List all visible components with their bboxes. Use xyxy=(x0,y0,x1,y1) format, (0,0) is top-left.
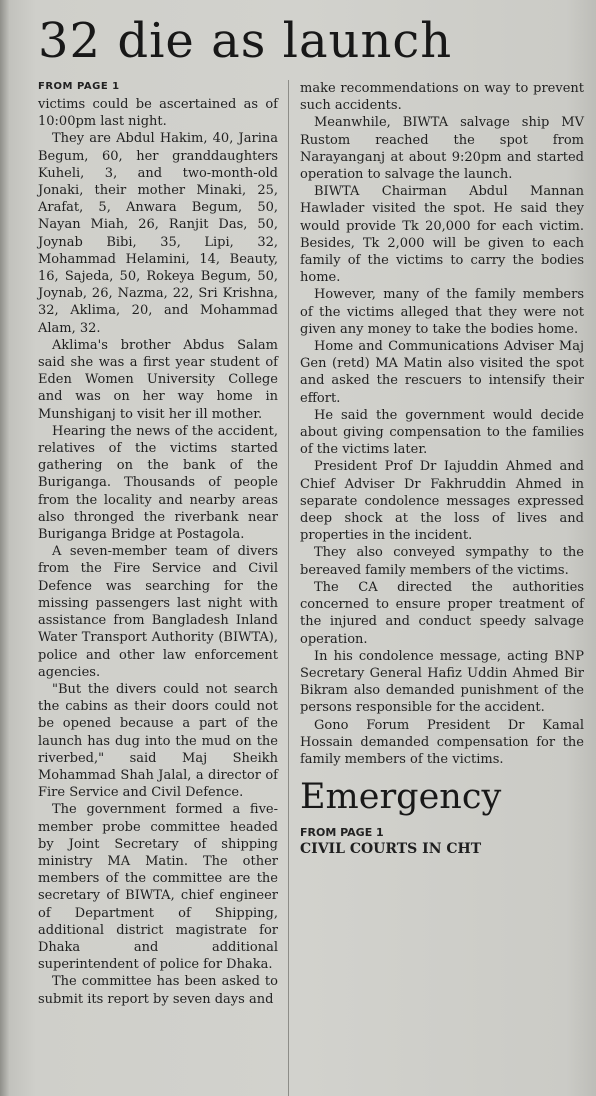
next-story-kicker: FROM PAGE 1 xyxy=(300,826,384,840)
article-paragraph: The government formed a five-member probe committee headed by Joint Secretary of shipping ministry MA Matin. The other members of the committee are the secretary of BIWTA, chief engineer of Department of Shipping, additional district magistrate for Dhaka and additional superintendent of police for Dhaka. xyxy=(38,802,278,973)
article-paragraph: However, many of the family members of the victims alleged that they were not given any money to take the bodies home. xyxy=(300,287,584,337)
article-paragraph: A seven-member team of divers from the Fire Service and Civil Defence was searching for the missing passengers last night with assistance from Bangladesh Inland Water Transport Authority (BIWTA), police and other law enforcement agencies. xyxy=(38,544,278,680)
article-column-1 xyxy=(38,80,278,1008)
article-paragraph: He said the government would decide about giving compensation to the families of the victims later. xyxy=(300,407,584,458)
story-headline: 32 die as launch xyxy=(38,13,453,69)
article-paragraph: "But the divers could not search the cabins as their doors could not be opened because a part of the launch has dug into the mud on the riverbed," said Maj Sheikh Mohammad Shah Jalal, a director of Fire Service and Civil Defence. xyxy=(38,681,278,801)
article-paragraph: They also conveyed sympathy to the bereaved family members of the victims. xyxy=(300,545,584,578)
article-paragraph: In his condolence message, acting BNP Secretary General Hafiz Uddin Ahmed Bir Bikram also demanded punishment of the persons responsible for the accident. xyxy=(300,648,584,716)
continuation-kicker: FROM PAGE 1 xyxy=(38,81,120,92)
article-paragraph: make recommendations on way to prevent such accidents. xyxy=(300,81,584,114)
article-paragraph: Hearing the news of the accident, relatives of the victims started gathering on the bank of the Buriganga. Thousands of people from the locality and nearby areas also thronged the riverbank near Buriganga Bridge at Postagola. xyxy=(38,423,278,543)
article-paragraph: BIWTA Chairman Abdul Mannan Hawlader visited the spot. He said they would provide Tk 20,000 for each victim. Besides, Tk 2,000 will be given to each family of the victims to carry the bodies home. xyxy=(300,184,584,286)
article-paragraph: The CA directed the authorities concerned to ensure proper treatment of the injured and conduct speedy salvage operation. xyxy=(300,579,584,647)
article-paragraph: Gono Forum President Dr Kamal Hossain demanded compensation for the family members of the victims. xyxy=(300,717,584,767)
article-paragraph: The committee has been asked to submit its report by seven days and xyxy=(38,974,278,1007)
article-paragraph: They are Abdul Hakim, 40, Jarina Begum, 60, her granddaughters Kuheli, 3, and two-month-old Jonaki, their mother Minaki, 25, Arafat, 5, Anwara Begum, 50, Nayan Miah, 26, Ranjit Das, 50, Joynab Bibi, 35, Lipi, 32, Mohammad Helamini, 14, Beauty, 16, Sajeda, 50, Rokeya Begum, 50, Joynab, 26, Nazma, 22, Sri Krishna, 32, Aklima, 20, and Mohammad Alam, 32. xyxy=(38,131,278,336)
next-story-headline: Emergency xyxy=(300,777,502,818)
article-column-2 xyxy=(300,80,584,858)
article-paragraph: Meanwhile, BIWTA salvage ship MV Rustom reached the spot from Narayanganj at about 9:20pm and started operation to salvage the launch. xyxy=(300,115,584,183)
article-paragraph: Aklima's brother Abdus Salam said she was a first year student of Eden Women University College and was on her way home in Munshiganj to visit her ill mother. xyxy=(38,337,278,422)
article-paragraph: President Prof Dr Iajuddin Ahmed and Chief Adviser Dr Fakhruddin Ahmed in separate condolence messages expressed deep shock at the loss of lives and properties in the incident. xyxy=(300,459,584,544)
article-paragraph: Home and Communications Adviser Maj Gen (retd) MA Matin also visited the spot and asked the rescuers to intensify their effort. xyxy=(300,339,584,406)
next-story-subhead: CIVIL COURTS IN CHT xyxy=(300,841,482,858)
page-fold-shadow xyxy=(0,0,10,1096)
column-divider xyxy=(288,80,289,1096)
article-paragraph: victims could be ascertained as of 10:00pm last night. xyxy=(38,97,278,130)
